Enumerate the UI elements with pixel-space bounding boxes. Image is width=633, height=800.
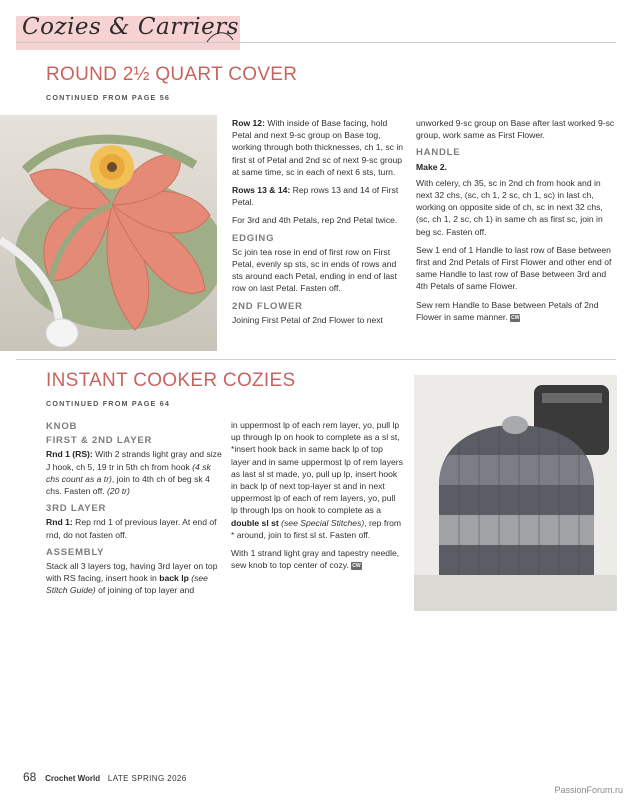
- knob-heading: KNOB: [46, 421, 78, 432]
- end-mark-icon: CW: [511, 314, 520, 321]
- continued-note: CONTINUED FROM PAGE 56: [46, 93, 171, 102]
- unworked-group-paragraph: unworked 9-sc group on Base after last worked 9-sc group, work same as First Flower.: [416, 118, 615, 141]
- round-cover-column-1: [232, 117, 404, 332]
- double-sl-st-paragraph: [231, 419, 403, 541]
- assembly-text-b: of joining of top layer and: [95, 585, 195, 596]
- continued-note-2: CONTINUED FROM PAGE 64: [46, 399, 171, 408]
- third-layer-heading: 3RD LAYER: [46, 503, 107, 515]
- rnd-1-third-text: Rep rnd 1 of previous layer. At end of rnd, do not fasten off.: [46, 517, 217, 540]
- page-footer: [23, 770, 187, 784]
- make-two-label: Make 2.: [416, 161, 448, 172]
- row-12-text: With inside of Base facing, hold Petal and next 9-sc group on Base tog, working through both thicknesses, ch 1, sc in first st of Petal and 2nd sc of next 9-sc group at same time, sc in each of next 6 sts, turn.: [232, 118, 404, 177]
- second-flower-paragraph: Joining First Petal of 2nd Flower to next: [232, 314, 383, 325]
- rnd-1-third-label: Rnd 1:: [46, 517, 73, 528]
- second-flower-heading: 2ND FLOWER: [232, 300, 303, 312]
- cooker-cozies-column-2: [231, 419, 403, 577]
- magazine-name: Crochet World: [45, 774, 101, 783]
- first-second-layer-heading: FIRST & 2ND LAYER: [46, 435, 153, 447]
- rnd-1-count: (20 tr): [106, 486, 130, 497]
- rnd-1-rs-label: Rnd 1 (RS):: [46, 449, 93, 460]
- issue-label: LATE SPRING 2026: [107, 774, 187, 783]
- edging-heading: EDGING: [232, 232, 275, 244]
- section-divider: [16, 359, 616, 360]
- end-mark-icon: CW: [352, 563, 361, 570]
- cooker-cozy-photo: [414, 375, 617, 611]
- assembly-text-a: Stack all 3 layers tog, having 3rd layer on top with RS facing, insert hook in: [46, 561, 218, 584]
- petals-paragraph: For 3rd and 4th Petals, rep 2nd Petal twice.: [232, 215, 398, 226]
- sew-knob-text: With 1 strand light gray and tapestry needle, sew knob to top center of cozy.: [231, 548, 400, 571]
- edging-paragraph: Sc join tea rose in end of first row on First Petal, evenly sp sts, sc in ends of rows and sts around each Petal, ending in end of last row on last Petal. Fasten off.: [232, 246, 397, 294]
- assembly-paragraph: [46, 560, 222, 597]
- rnd-1-italic: (4 sk chs count as a tr): [46, 461, 211, 484]
- assembly-heading: ASSEMBLY: [46, 546, 105, 558]
- rnd-1-text-a: With 2 strands light gray and size J hook, ch 5, 19 tr in 5th ch from hook: [46, 449, 222, 472]
- double-sl-st-text-b: , rep from * around, join to first sl st. Fasten off.: [231, 517, 402, 540]
- section-title-round-cover: ROUND 2½ QUART COVER: [46, 64, 298, 85]
- cooker-cozies-column-1: [46, 419, 222, 603]
- watermark: PassionForum.ru: [554, 785, 623, 795]
- handle-paragraph: With celery, ch 35, sc in 2nd ch from hook and in next 32 chs, (sc, ch 1, 2 sc, ch 1, sc) in last ch, working on opposite side of ch, sc in next 32 chs, (sc, ch 1, 2 sc, ch 1) in same ch as first sc, join in beg sc. Fasten off.: [416, 177, 603, 237]
- rnd-1-rs-paragraph: [46, 448, 222, 497]
- sew-rem-handle-paragraph: [416, 299, 616, 323]
- rows-13-14-paragraph: [232, 184, 404, 208]
- sew-knob-paragraph: [231, 547, 403, 571]
- tea-rose-cozy-photo: [0, 115, 217, 351]
- handle-heading: HANDLE: [416, 147, 461, 159]
- header-rule: [16, 42, 616, 43]
- swash-flourish-icon: [205, 28, 235, 46]
- assembly-back-lp: back lp: [159, 573, 189, 584]
- special-stitches-note: (see Special Stitches): [278, 517, 365, 528]
- rnd-1-third-paragraph: [46, 516, 222, 540]
- row-12-label: Row 12:: [232, 118, 265, 128]
- assembly-stitch-guide: (see Stitch Guide): [46, 573, 208, 596]
- round-cover-column-2: [416, 117, 616, 329]
- page-number: 68: [23, 770, 37, 784]
- rows-13-14-label: Rows 13 & 14:: [232, 185, 291, 196]
- double-sl-st-text-a: in uppermost lp of each rem layer, yo, pull lp up through lp on hook to complete as a sl st, *insert hook back in same back lp of top layer and in same uppermost lp of rem layers as last sl st made, yo, pull up lp, insert hook in back lp of next top-layer st and in next uppermost lp of each of rem layers, yo, pull lp through lps on hook to complete as a: [231, 420, 403, 516]
- double-sl-st-label: double sl st: [231, 517, 279, 528]
- rows-13-14-text: Rep rows 13 and 14 of First Petal.: [232, 185, 399, 208]
- sew-rem-handle-text: Sew rem Handle to Base between Petals of 2nd Flower in same manner.: [416, 299, 599, 322]
- rnd-1-text-b: , join to 4th ch of beg sk 4 chs. Fasten off.: [46, 473, 210, 497]
- sew-handle-paragraph: Sew 1 end of 1 Handle to last row of Base between first and 2nd Petals of First Flower and other end of same Handle to last row of Base between 3rd and 4th Petals of same Flower.: [416, 244, 612, 292]
- section-banner-title: Cozies & Carriers: [22, 14, 239, 40]
- row-12-paragraph: [232, 117, 404, 178]
- section-title-cooker-cozies: INSTANT COOKER COZIES: [46, 370, 296, 391]
